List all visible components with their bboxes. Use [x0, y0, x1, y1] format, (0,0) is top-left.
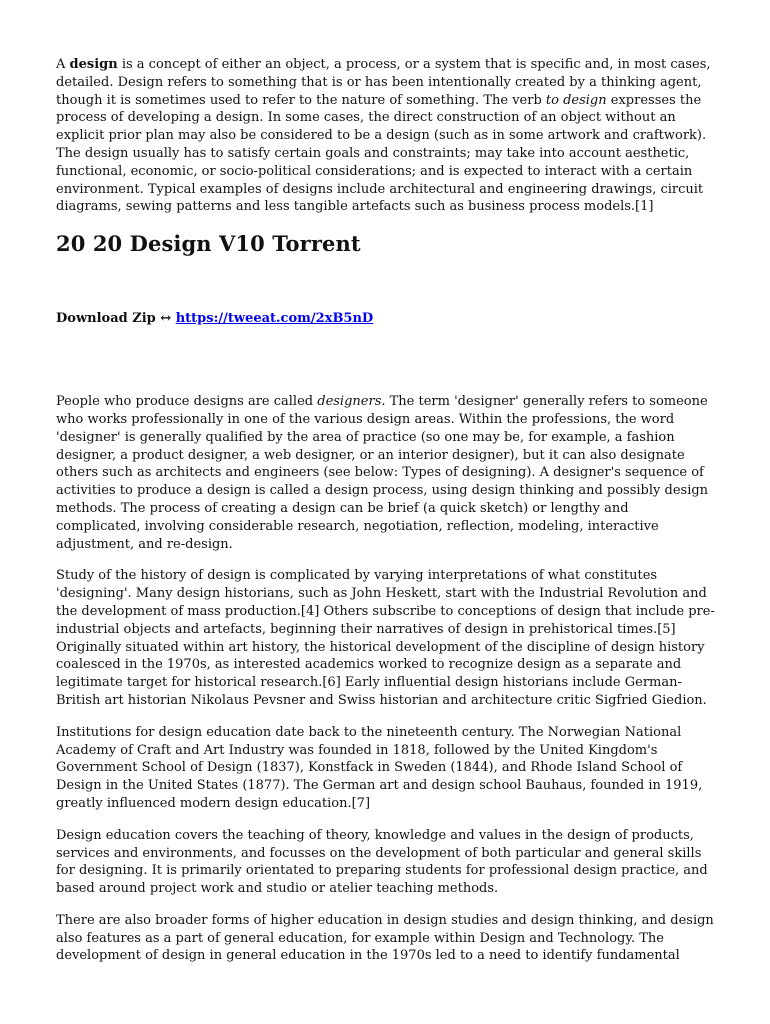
body-paragraphs	[56, 393, 716, 965]
download-label: Download Zip ↔	[56, 311, 176, 327]
paragraph-designers-term: designers	[317, 394, 382, 410]
download-link[interactable]: https://tweeat.com/2xB5nD	[175, 311, 374, 327]
intro-text-pre: A	[56, 57, 70, 72]
paragraph-history: Study of the history of design is complicated by varying interpretations of what constitutes 'designing'. Many design historians, such as John Heskett, start with the Industrial Revolution and the development of mass production.[4] Others subscribe to conceptions of design that include pre-industrial objects and artefacts, beginning their narratives of design in prehistorical times.[5] Originally situated within art history, the historical development of the discipline of design history coalesced in the 1970s, as interested academics worked to recognize design as a separate and legitimate target for historical research.[6] Early influential design historians include German-British art historian Nikolaus Pevsner and Swiss historian and architecture critic Sigfried Giedion.	[56, 568, 715, 708]
paragraph-education: Design education covers the teaching of theory, knowledge and values in the design of products, services and environments, and focusses on the development of both particular and general skills for designing. It is primarily orientated to preparing students for professional design practice, and based around project work and studio or atelier teaching methods.	[56, 827, 708, 897]
paragraph-institutions: Institutions for design education date back to the nineteenth century. The Norwegian National Academy of Craft and Art Industry was founded in 1818, followed by the United Kingdom's Government School of Design (1837), Konstfack in Sweden (1844), and Rhode Island School of Design in the United States (1877). The German art and design school Bauhaus, founded in 1919, greatly influenced modern design education.[7]	[56, 724, 703, 811]
intro-text-post: expresses the process of developing a design. In some cases, the direct construction of an object without an explicit prior plan may also be considered to be a design (such as in some artwork and craftwork). The design usually has to satisfy certain goals and constraints; may take into account aesthetic, functional, economic, or socio-political considerations; and is expected to interact with a certain environment. Typical examples of designs include architectural and engineering drawings, circuit diagrams, sewing patterns and less tangible artefacts such as business process models.[1]	[56, 92, 707, 215]
download-line	[56, 310, 716, 328]
document-content	[56, 56, 716, 979]
paragraph-broader-forms: There are also broader forms of higher education in design studies and design thinking, and design also features as a part of general education, for example within Design and Technology. The development of design in general education in the 1970s led to a need to identify fundamental	[56, 912, 714, 964]
intro-term-design: design	[69, 57, 118, 72]
paragraph-designers	[56, 393, 716, 553]
page-title: 20 20 Design V10 Torrent	[56, 231, 361, 257]
intro-verb: to design	[545, 92, 607, 108]
intro-paragraph	[56, 56, 716, 216]
intro-text-mid: is a concept of either an object, a process, or a system that is specific and, in most cases, detailed. Design refers to something that is or has been intentionally created by a thinking agent, though it is sometimes used to refer to the nature of something. The verb	[56, 57, 711, 108]
paragraph-designers-post: . The term 'designer' generally refers to someone who works professionally in one of the various design areas. Within the professions, the word 'designer' is generally qualified by the area of practice (so one may be, for example, a fashion designer, a product designer, a web designer, or an interior designer), but it can also designate others such as architects and engineers (see below: Types of designing). A designer's sequence of activities to produce a design is called a design process, using design thinking and possibly design methods. The process of creating a design can be brief (a quick sketch) or lengthy and complicated, involving considerable research, negotiation, reflection, modeling, interactive adjustment, and re-design.	[56, 394, 709, 552]
paragraph-designers-pre: People who produce designs are called	[56, 394, 318, 410]
